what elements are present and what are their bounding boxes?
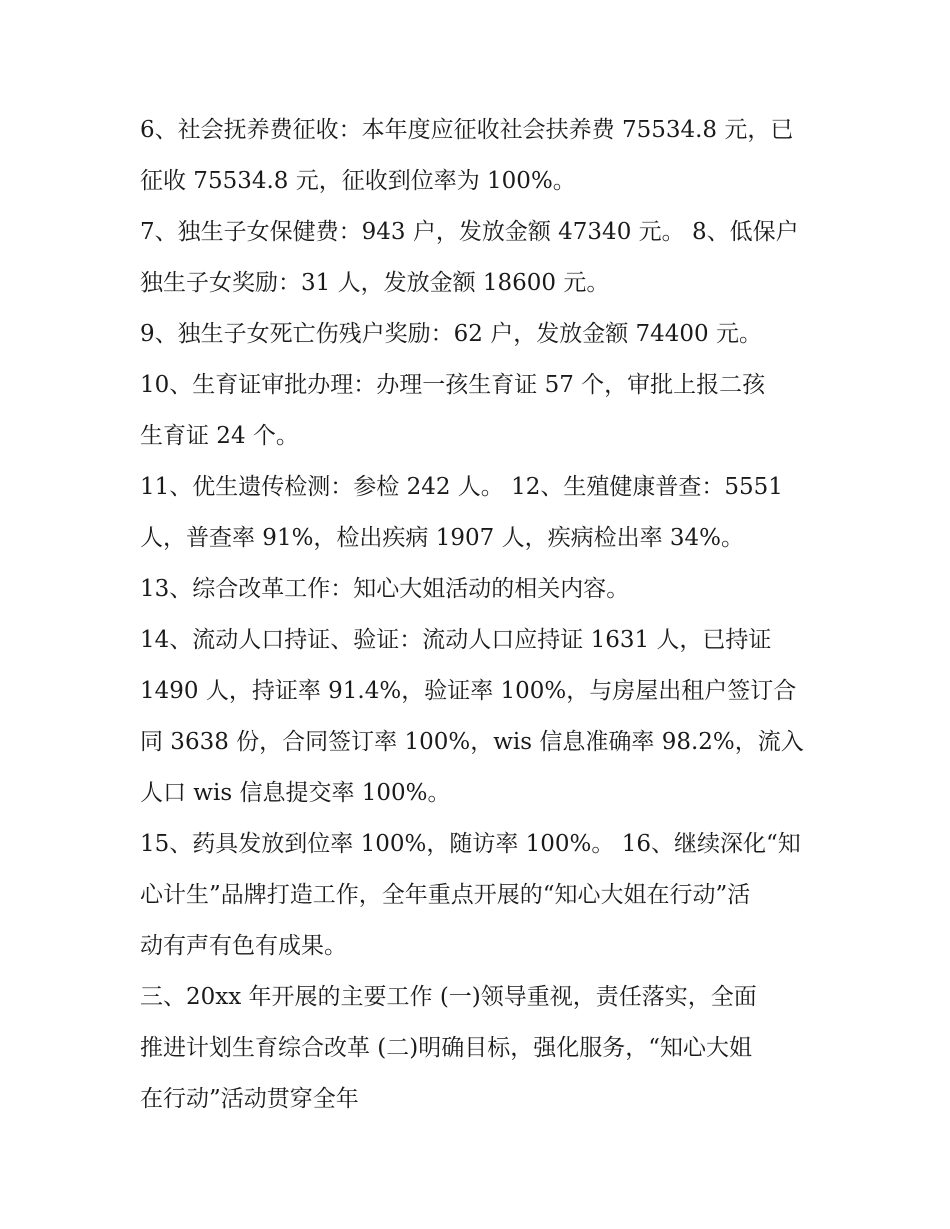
- text-line: 动有声有色有成果。: [140, 933, 347, 959]
- document-body: [140, 105, 820, 1125]
- text-line: 三、20xx 年开展的主要工作 (一)领导重视，责任落实，全面: [140, 984, 757, 1010]
- paragraph-comprehensive-reform: [140, 564, 820, 615]
- paragraph-social-fee: [140, 105, 820, 207]
- text-line: 同 3638 份，合同签订率 100%，wis 信息准确率 98.2%，流入: [140, 729, 804, 755]
- paragraph-floating-population: [140, 615, 820, 819]
- paragraph-disability-reward: [140, 309, 820, 360]
- text-line: 10、生育证审批办理：办理一孩生育证 57 个，审批上报二孩: [140, 372, 766, 398]
- text-line: 15、药具发放到位率 100%，随访率 100%。 16、继续深化“知: [140, 831, 801, 857]
- text-line: 13、综合改革工作：知心大姐活动的相关内容。: [140, 576, 630, 602]
- text-line: 6、社会抚养费征收：本年度应征收社会扶养费 75534.8 元，已: [140, 117, 794, 143]
- text-line: 9、独生子女死亡伤残户奖励：62 户，发放金额 74400 元。: [140, 321, 762, 347]
- text-line: 人，普查率 91%，检出疾病 1907 人，疾病检出率 34%。: [140, 525, 745, 551]
- paragraph-genetic-testing: [140, 462, 820, 564]
- paragraph-only-child-health-fee: [140, 207, 820, 309]
- text-line: 心计生”品牌打造工作，全年重点开展的“知心大姐在行动”活: [140, 882, 751, 908]
- text-line: 独生子女奖励：31 人，发放金额 18600 元。: [140, 270, 610, 296]
- text-line: 推进计划生育综合改革 (二)明确目标，强化服务，“知心大姐: [140, 1035, 753, 1061]
- text-line: 1490 人，持证率 91.4%，验证率 100%，与房屋出租户签订合: [140, 678, 797, 704]
- paragraph-birth-certificate: [140, 360, 820, 462]
- paragraph-contraceptive-distribution: [140, 819, 820, 972]
- text-line: 14、流动人口持证、验证：流动人口应持证 1631 人，已持证: [140, 627, 772, 653]
- text-line: 7、独生子女保健费：943 户，发放金额 47340 元。 8、低保户: [140, 219, 799, 245]
- paragraph-main-work-20xx: [140, 972, 820, 1125]
- text-line: 征收 75534.8 元，征收到位率为 100%。: [140, 168, 576, 194]
- text-line: 人口 wis 信息提交率 100%。: [140, 780, 451, 806]
- text-line: 在行动”活动贯穿全年: [140, 1086, 359, 1112]
- text-line: 生育证 24 个。: [140, 423, 299, 449]
- text-line: 11、优生遗传检测：参检 242 人。 12、生殖健康普查：5551: [140, 474, 783, 500]
